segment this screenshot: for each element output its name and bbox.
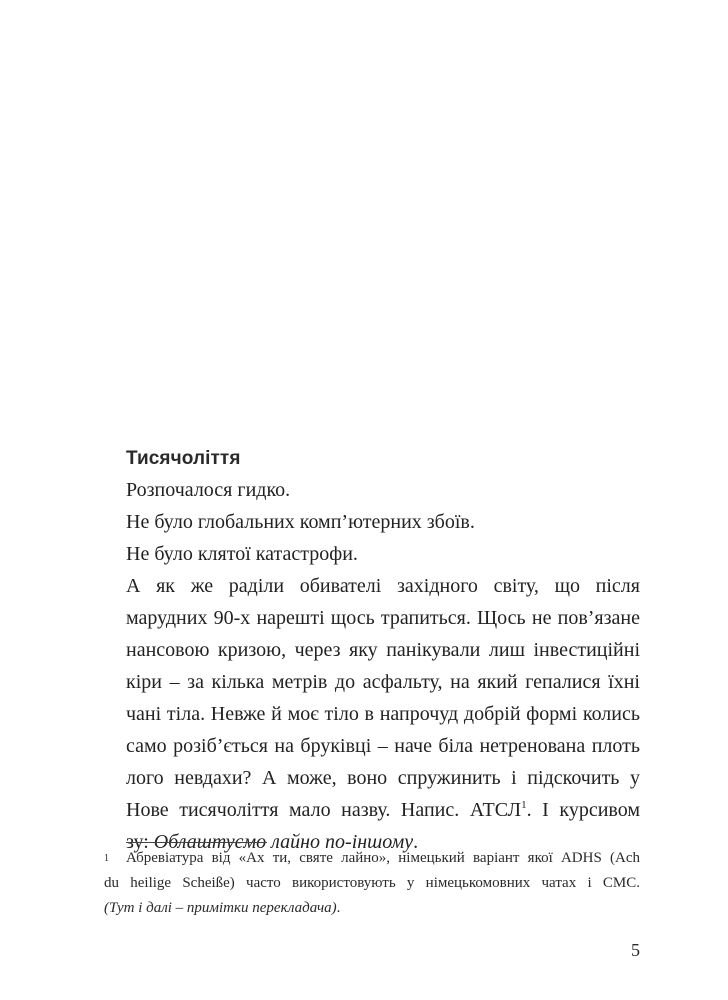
closing-suffix: . (413, 831, 419, 853)
closing-line-1 (126, 794, 640, 826)
footnote-reference[interactable]: 1 (521, 799, 527, 811)
closing-text-start: Нове тисячоліття мало назву. Напис. АТСЛ (126, 799, 522, 821)
paragraph-line: Не було глобальних комп’ютерних збоїв. (126, 511, 475, 533)
paragraph-line: марудних 90-х нарешті щось трапиться. Щось не пов’язане (126, 607, 640, 629)
footnote-line: du heilige Scheiße) часто використовують у німецькомовних чатах і СМС. (104, 875, 640, 891)
footnote-line (104, 896, 640, 921)
paragraph-line: А як же раділи обивателі західного світу, що після (126, 575, 640, 597)
paragraph-line: само розіб’ється на бруківці – наче біла нетренована плоть (126, 735, 640, 757)
paragraph-line: кіри – за кілька метрів до асфальту, на який гепалися їхні (126, 671, 640, 693)
footnote-divider (126, 842, 267, 843)
paragraph-line: нансовою кризою, через яку панікували лиш інвестиційні (126, 639, 640, 661)
body-text (126, 474, 640, 858)
closing-prefix: зу: (126, 831, 154, 853)
italic-slogan: Облаштуємо лайно по-іншому (153, 831, 414, 853)
footnote (104, 846, 640, 921)
paragraph-line: лого невдахи? А може, воно спружинить і підскочить у (126, 767, 640, 789)
paragraph-line: Розпочалося гидко. (126, 479, 291, 501)
page-number: 5 (631, 940, 640, 960)
section-title: Тисячоліття (126, 448, 241, 469)
footnote-line: Абревіатура від «Ах ти, святе лайно», німецький варіант якої ADHS (Ach (126, 850, 640, 866)
footnote-suffix: . (336, 900, 341, 916)
paragraph-line: Не було клятої катастрофи. (126, 543, 358, 565)
translator-note: (Тут і далі – примітки перекладача) (104, 900, 337, 916)
footnote-number: 1 (104, 853, 109, 864)
paragraph-line: чані тіла. Невже й моє тіло в напрочуд добрій формі колись (126, 703, 640, 725)
closing-text-end: . І курсивом (526, 799, 640, 821)
